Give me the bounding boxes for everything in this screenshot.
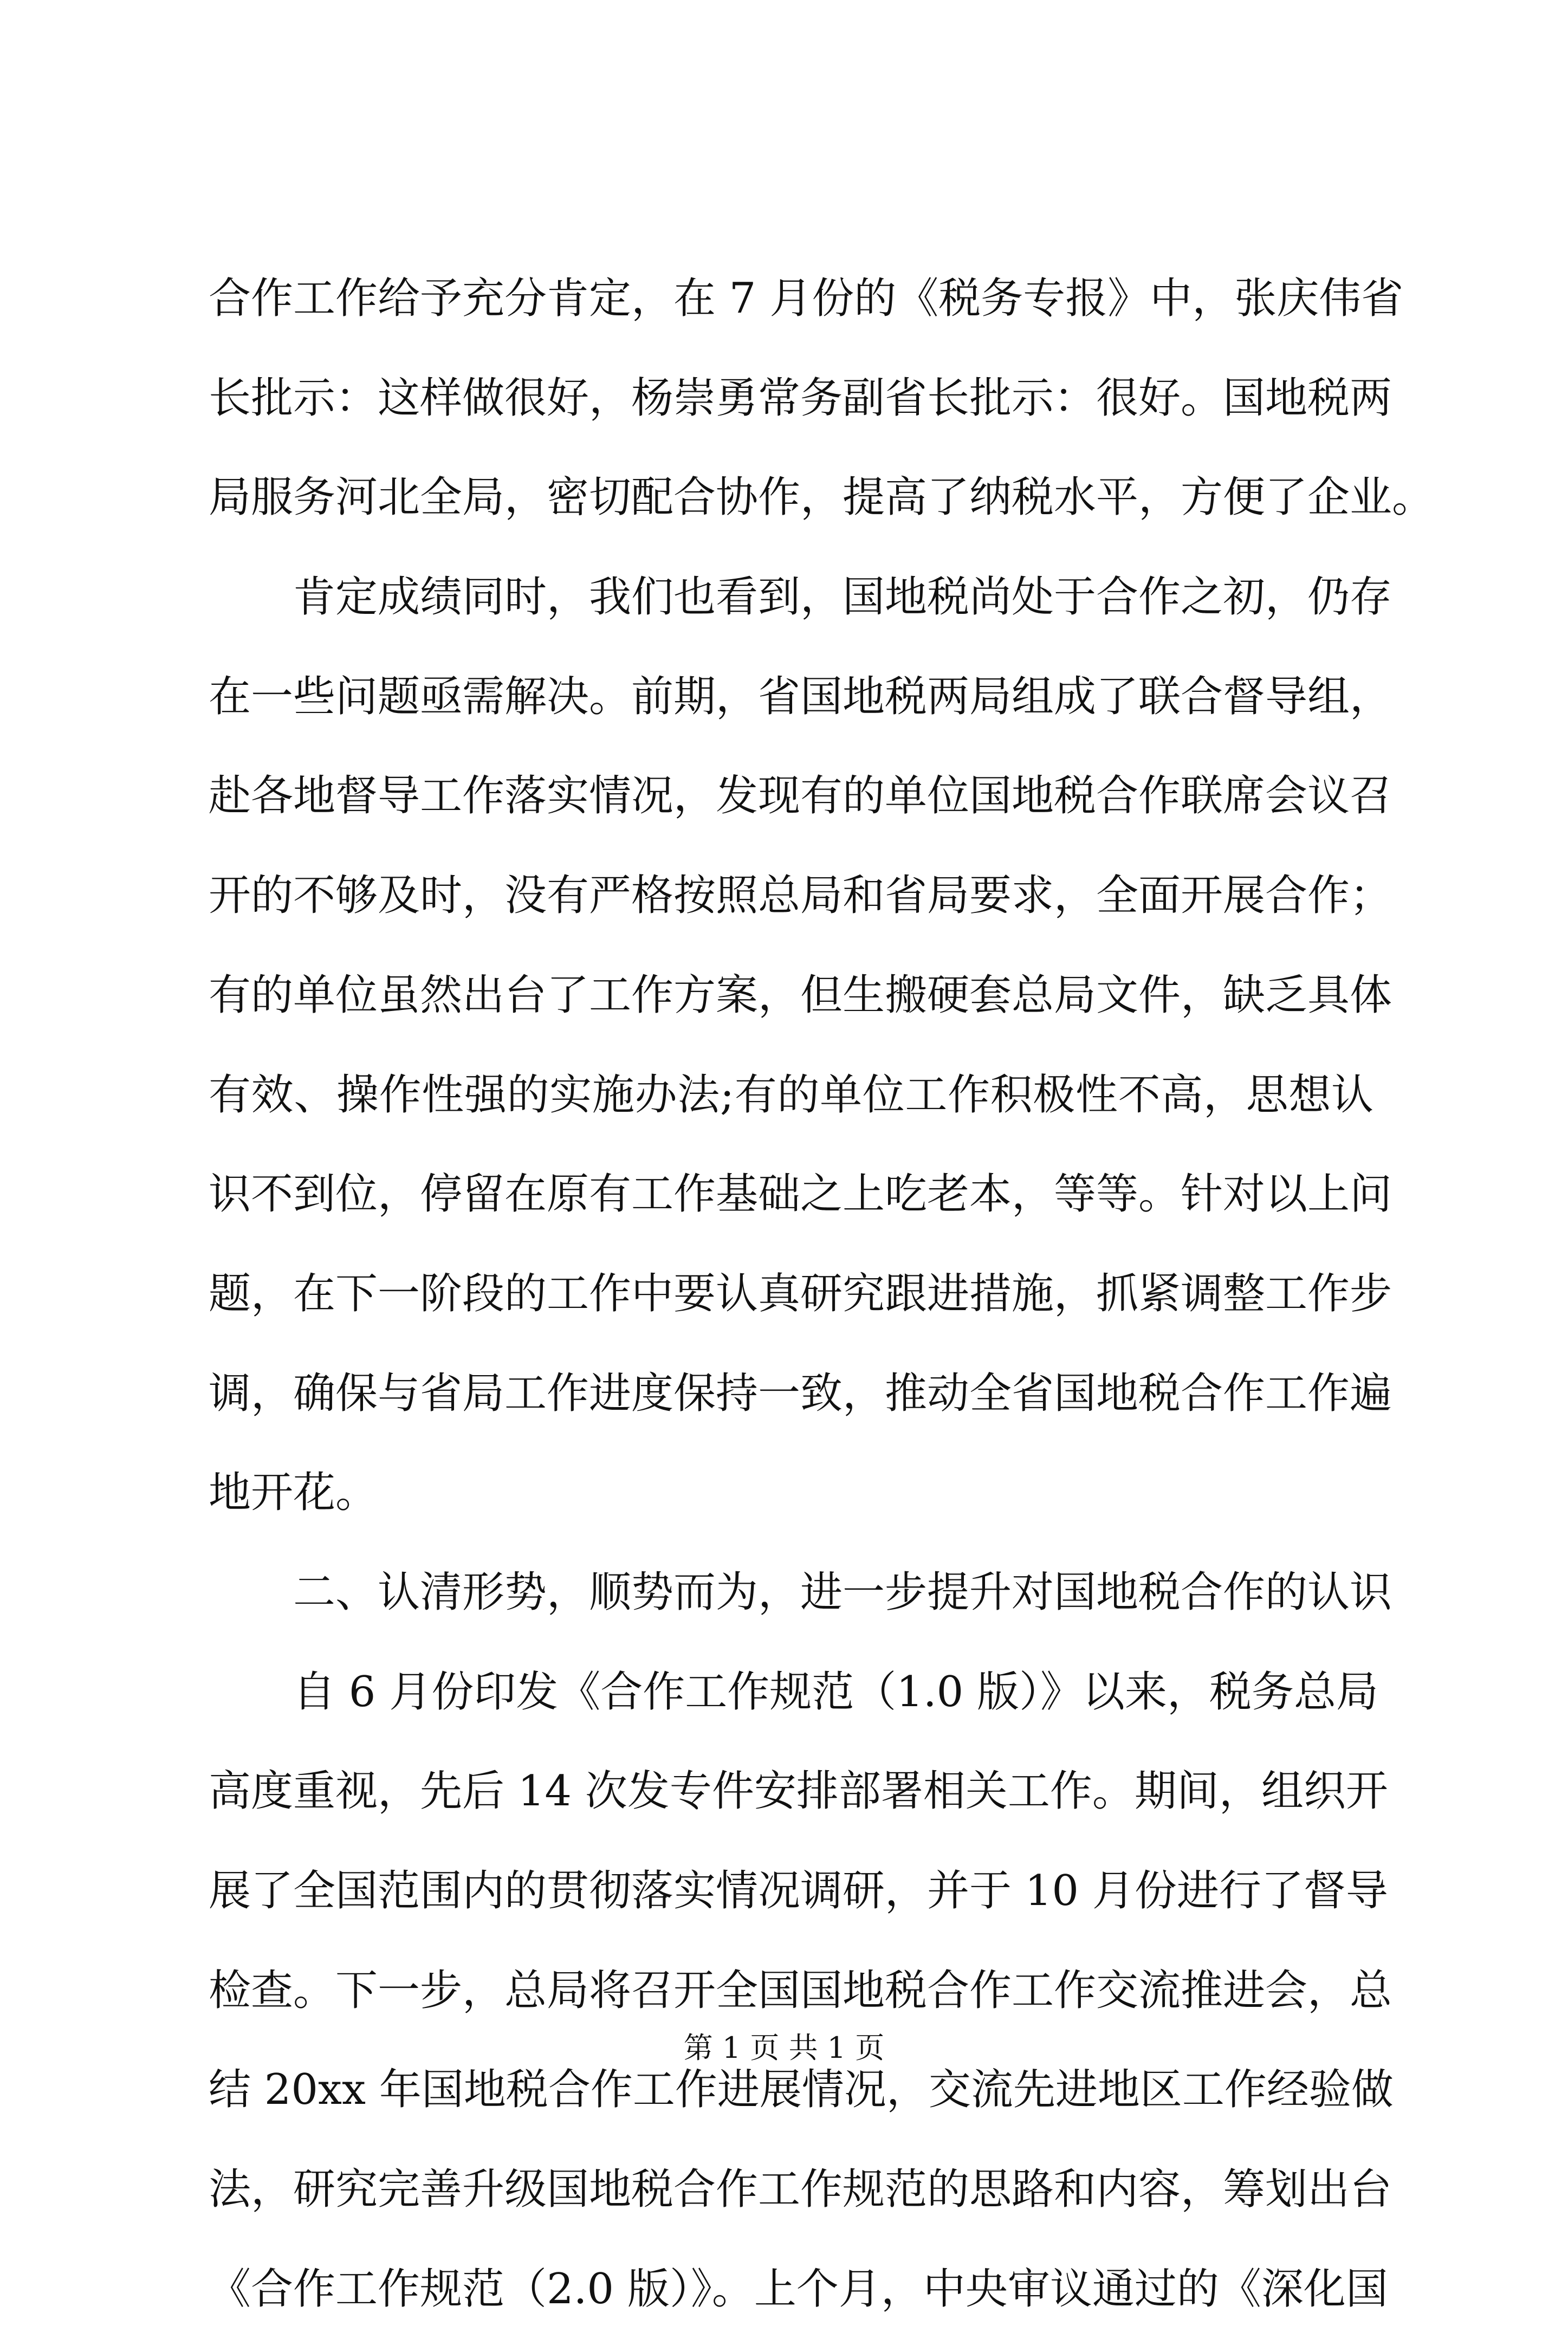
- paragraph-start-line: 肯定成绩同时，我们也看到，国地税尚处于合作之初，仍存: [293, 573, 1392, 622]
- text-line: 调，确保与省局工作进度保持一致，推动全省国地税合作工作遍: [209, 1369, 1392, 1418]
- text-line: 《合作工作规范（2.0 版）》。上个月，中央审议通过的《深化国: [209, 2264, 1388, 2314]
- paragraph-end-line: 地开花。: [209, 1468, 378, 1518]
- text-line: 开的不够及时，没有严格按照总局和省局要求，全面开展合作；: [209, 871, 1392, 921]
- text-line: 赴各地督导工作落实情况，发现有的单位国地税合作联席会议召: [209, 772, 1392, 821]
- text-line: 有效、操作性强的实施办法;有的单位工作积极性不高，思想认: [209, 1070, 1373, 1119]
- paragraph-start-line: 自 6 月份印发《合作工作规范（1.0 版）》以来，税务总局: [293, 1667, 1379, 1716]
- text-line: 合作工作给予充分肯定，在 7 月份的《税务专报》中，张庆伟省: [209, 274, 1404, 323]
- text-line: 检查。下一步，总局将召开全国国地税合作工作交流推进会，总: [209, 1966, 1392, 2015]
- text-line: 识不到位，停留在原有工作基础之上吃老本，等等。针对以上问: [209, 1170, 1392, 1219]
- page-number-footer: 第 1 页 共 1 页: [683, 2031, 885, 2065]
- text-line: 展了全国范围内的贯彻落实情况调研，并于 10 月份进行了督导: [209, 1867, 1388, 1915]
- section-heading: 二、认清形势，顺势而为，进一步提升对国地税合作的认识: [293, 1567, 1392, 1617]
- text-line: 题，在下一阶段的工作中要认真研究跟进措施，抓紧调整工作步: [209, 1269, 1392, 1318]
- text-line: 有的单位虽然出台了工作方案，但生搬硬套总局文件，缺乏具体: [209, 970, 1392, 1020]
- text-line: 高度重视，先后 14 次发专件安排部署相关工作。期间，组织开: [209, 1767, 1388, 1816]
- text-line: 局服务河北全局，密切配合协作，提高了纳税水平，方便了企业。: [209, 473, 1435, 522]
- text-line: 法，研究完善升级国地税合作工作规范的思路和内容，筹划出台: [209, 2165, 1392, 2214]
- text-line: 长批示：这样做很好，杨崇勇常务副省长批示：很好。国地税两: [209, 373, 1392, 423]
- text-line: 结 20xx 年国地税合作工作进展情况，交流先进地区工作经验做: [209, 2065, 1394, 2115]
- body-text: [209, 249, 1435, 2339]
- text-line: 在一些问题亟需解决。前期，省国地税两局组成了联合督导组，: [209, 672, 1392, 721]
